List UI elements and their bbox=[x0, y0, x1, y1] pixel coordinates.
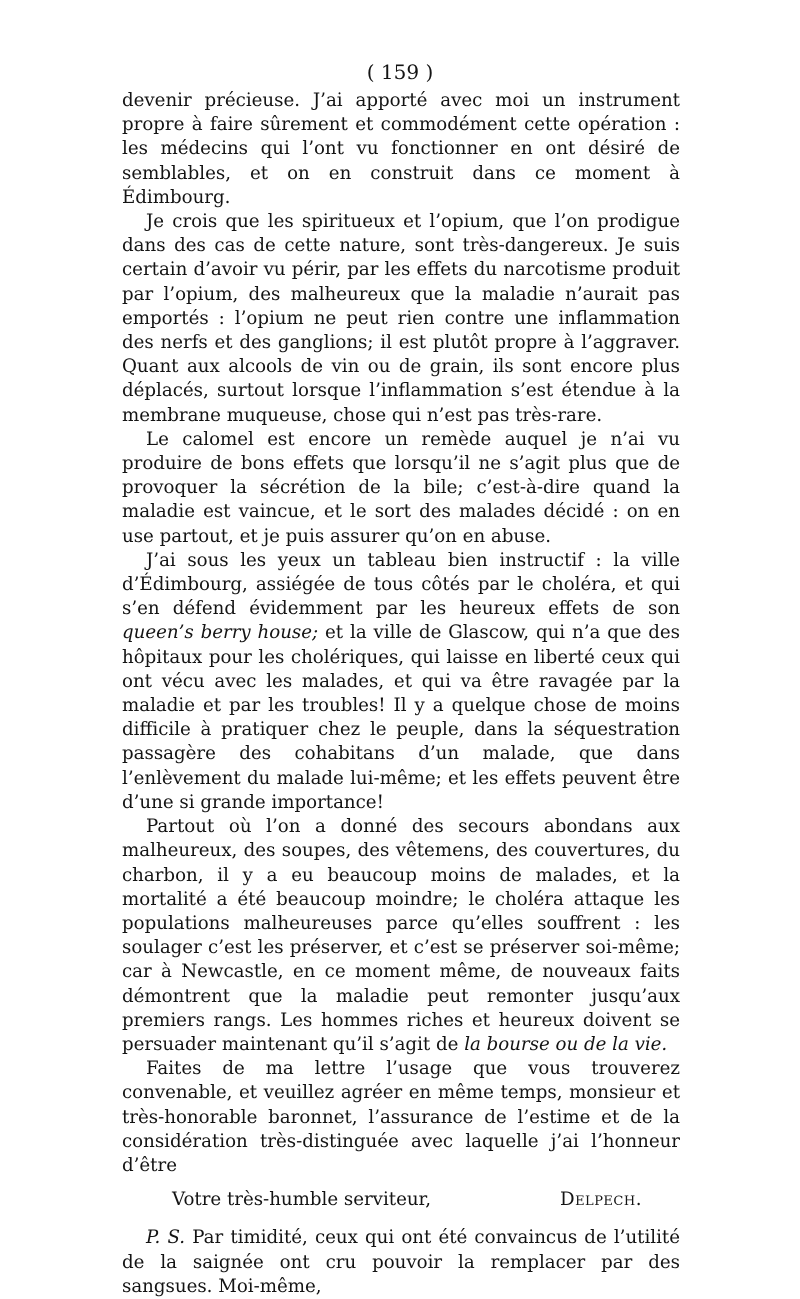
paragraph-5-part-a: Partout où l’on a donné des secours abondans aux malheureux, des soupes, des vêtemens, des couvertures, du charbon, il y a eu beaucoup moins de malades, et la mortalité a été beaucoup moindre; le choléra attaque les populations malheureuses parce qu’elles souffrent : les soulager c’est les préserver, et c’est se préserver soi-même; car à Newcastle, en ce moment même, de nouveaux faits démontrent que la maladie peut remonter jusqu’aux premiers rangs. Les hommes riches et heureux doivent se persuader maintenant qu’il s’agit de bbox=[122, 816, 680, 1055]
signature-name: Delpech. bbox=[559, 1189, 642, 1211]
page-number: ( 159 ) bbox=[366, 60, 434, 84]
paragraph-5-italic: la bourse ou de la vie. bbox=[464, 1033, 668, 1055]
paragraph-4-part-a: J’ai sous les yeux un tableau bien instructif : la ville d’Édimbourg, assiégée de tous côtés par le choléra, et qui s’en défend évidemment par les heureux effets de son bbox=[122, 549, 680, 620]
paragraph-6: Faites de ma lettre l’usage que vous trouverez convenable, et veuillez agréer en même temps, monsieur et très-honorable baronnet, l’assurance de l’estime et de la considération très-distinguée avec laquelle j’ai l’honneur d’être bbox=[122, 1058, 680, 1176]
paragraph-1: devenir précieuse. J’ai apporté avec moi un instrument propre à faire sûrement et commodément cette opération : les médecins qui l’ont vu fonctionner en ont désiré de semblables, et on en construit dans ce moment à Édimbourg. bbox=[122, 90, 680, 208]
signature-closing: Votre très-humble serviteur, bbox=[172, 1189, 432, 1211]
paragraph-2: Je crois que les spiritueux et l’opium, que l’on prodigue dans des cas de cette nature, sont très-dangereux. Je suis certain d’avoir vu périr, par les effets du narcotisme produit par l’opium, des malheureux que la maladie n’aurait pas emportés : l’opium ne peut rien contre une inflammation des nerfs et des ganglions; il est plutôt propre à l’aggraver. Quant aux alcools de vin ou de grain, ils sont encore plus déplacés, surtout lorsque l’inflammation s’est étendue à la membrane muqueuse, chose qui n’est pas très-rare. bbox=[122, 211, 680, 426]
postscript-label: P. S. bbox=[146, 1227, 186, 1249]
paragraph-5 bbox=[122, 815, 680, 1057]
paragraph-3: Le calomel est encore un remède auquel je n’ai vu produire de bons effets que lorsqu’il ne s’agit plus que de provoquer la sécrétion de la bile; c’est-à-dire quand la maladie est vaincue, et le sort des malades décidé : on en use partout, et je puis assurer qu’on en abuse. bbox=[122, 428, 680, 547]
paragraph-4 bbox=[122, 549, 680, 815]
paragraph-4-part-b: et la ville de Glascow, qui n’a que des hôpitaux pour les cholériques, qui laisse en liberté ceux qui ont vécu avec les malades, et qui va être ravagée par la maladie et par les troubles! Il y a quelque chose de moins difficile à pratiquer chez le peuple, dans la séquestration passagère des cohabitans d’un malade, que dans l’enlèvement du malade lui-même; et les effets peuvent être d’une si grande importance! bbox=[122, 622, 680, 813]
body-text bbox=[122, 89, 680, 1299]
paragraph-4-italic: queen’s berry house; bbox=[122, 622, 319, 644]
signature-line bbox=[122, 1188, 680, 1212]
postscript-text: Par timidité, ceux qui ont été convaincus de l’utilité de la saignée ont cru pouvoir la remplacer par des sangsues. Moi-même, bbox=[122, 1227, 680, 1297]
postscript bbox=[122, 1226, 680, 1299]
